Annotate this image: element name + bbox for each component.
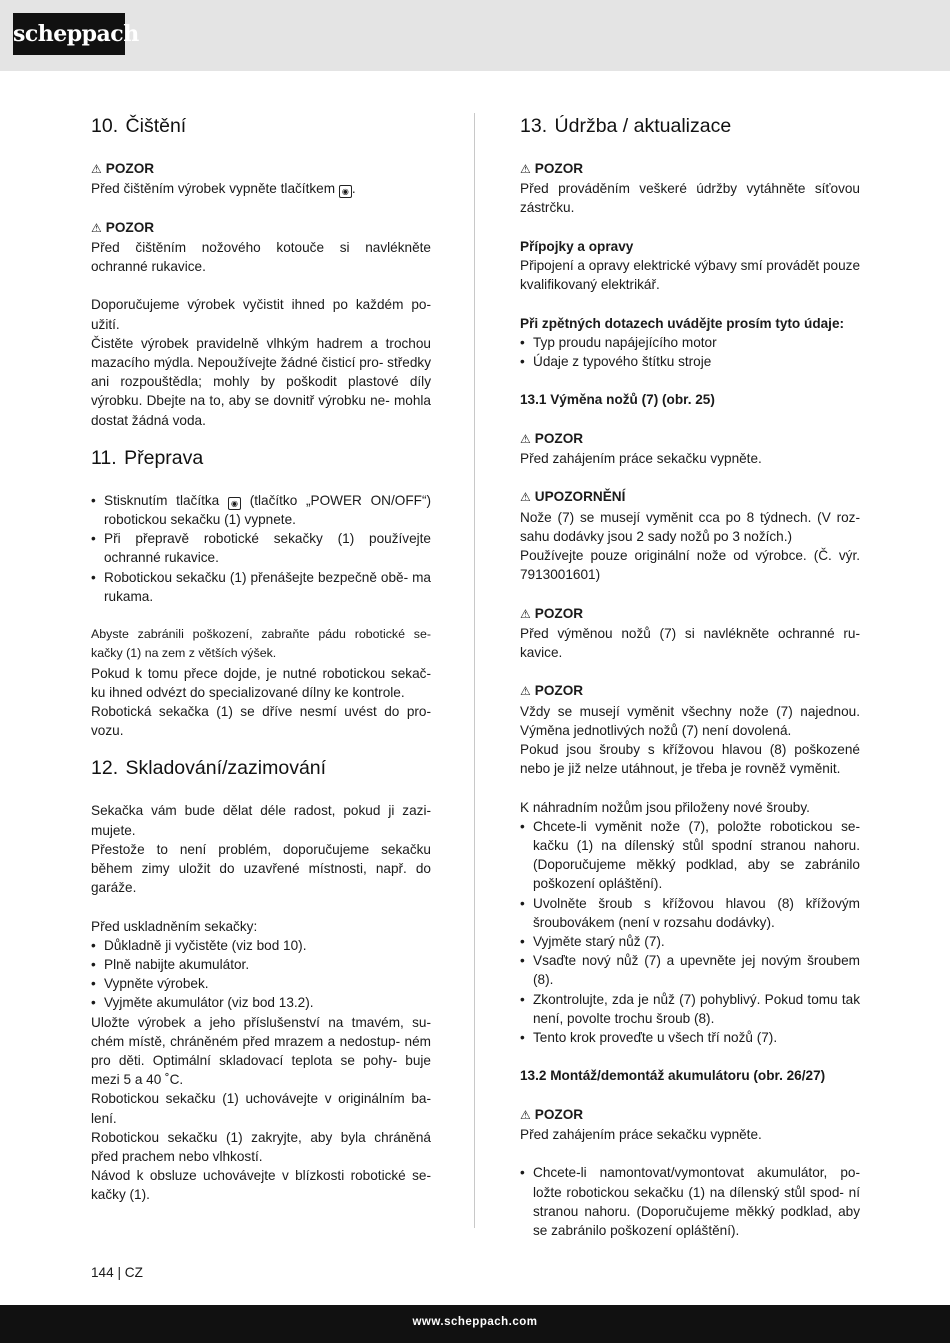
list-item: • Typ proudu napájejícího motor <box>520 333 860 352</box>
warning-triangle-icon: ⚠ <box>91 220 102 235</box>
paragraph: Pokud k tomu přece dojde, je nutné robotickou sekač- ku ihned odvézt do specializované dílny ke kontrole. <box>91 665 431 700</box>
list-item: • Vsaďte nový nůž (7) a upevněte jej novým šroubem (8). <box>520 951 860 989</box>
footer-bar <box>0 1305 950 1343</box>
paragraph: Sekačka vám bude dělat déle radost, pokud ji zazi- mujete. <box>91 803 431 838</box>
list-item: • Tento krok proveďte u všech tří nožů (7). <box>520 1028 860 1047</box>
list-item: • Při přepravě robotické sekačky (1) používejte ochranné rukavice. <box>91 529 431 567</box>
notice-text: Používejte pouze originální nože od výrobce. (Č. výr. 7913001601) <box>520 547 860 583</box>
info-list <box>520 333 860 371</box>
warning-triangle-icon: ⚠ <box>91 162 102 176</box>
warning-text: Pokud jsou šrouby s křížovou hlavou (8) poškozené nebo je již nelze utáhnout, je třeba je rovněž vyměnit. <box>520 741 860 777</box>
column-divider <box>474 113 475 1228</box>
subsection-13-2-heading: 13.2 Montáž/demontáž akumulátoru (obr. 26/27) <box>520 1068 826 1084</box>
website-url[interactable]: www.scheppach.com <box>412 1316 538 1328</box>
warning-label: ⚠ POZOR <box>91 218 431 238</box>
section-10-heading: 10. Čištění <box>91 115 187 137</box>
right-column <box>520 112 860 1240</box>
blade-replacement-list <box>520 817 860 1047</box>
warning-label: ⚠ POZOR <box>520 429 860 449</box>
subsection-13-1-heading: 13.1 Výměna nožů (7) (obr. 25) <box>520 392 715 408</box>
warning-label: ⚠ POZOR <box>520 604 860 624</box>
warning-label: ⚠ POZOR <box>520 681 860 701</box>
warning-label: ⚠ POZOR <box>91 159 431 179</box>
paragraph: K náhradním nožům jsou přiloženy nové šrouby. <box>520 799 810 815</box>
list-item: • Chcete-li vyměnit nože (7), položte robotickou se- kačku (1) na dílenský stůl spodní stranou nahoru. (Doporučujeme měkký podklad, aby se zabránilo poškození opláštění). <box>520 817 860 894</box>
notice-text: Nože (7) se musejí vyměnit cca po 8 týdnech. (V roz- sahu dodávky jsou 2 sady nožů po 3 nožích.) <box>520 509 860 544</box>
section-12-heading: 12. Skladování/zazimování <box>91 757 327 780</box>
paragraph: Doporučujeme výrobek vyčistit ihned po každém po- užití. <box>91 297 431 332</box>
header-bar <box>0 0 950 71</box>
paragraph: Čistěte výrobek pravidelně vlhkým hadrem a trochou mazacího mýdla. Nepoužívejte žádné čisticí pro- středky ani rozpouštědla; mohly by poškodit plastové díly výrobku. Dbejte na to, aby se dovnitř výrobku ne- mohla dostat žádná voda. <box>91 335 431 428</box>
subheading: Při zpětných dotazech uvádějte prosím tyto údaje: <box>520 315 845 331</box>
warning-text: Vždy se musejí vyměnit všechny nože (7) najednou. Výměna jednotlivých nožů (7) není dovolená. <box>520 703 860 738</box>
page-number: 144 | CZ <box>91 1265 143 1280</box>
subheading: Přípojky a opravy <box>520 238 634 254</box>
paragraph: Abyste zabránili poškození, zabraňte pádu robotické se- kačky (1) na zem z větších výšek. <box>91 627 431 661</box>
paragraph: Návod k obsluze uchovávejte v blízkosti robotické se- kačky (1). <box>91 1168 431 1203</box>
list-item: • Důkladně ji vyčistěte (viz bod 10). <box>91 936 431 955</box>
warning-triangle-icon: ⚠ <box>520 1107 531 1122</box>
warning-text: Před čištěním nožového kotouče si navlékněte ochranné rukavice. <box>91 239 431 274</box>
paragraph: Před uskladněním sekačky: <box>91 918 258 934</box>
warning-triangle-icon: ⚠ <box>520 162 531 176</box>
warning-text: Před prováděním veškeré údržby vytáhněte síťovou zástrčku. <box>520 181 860 216</box>
list-item: • Zkontrolujte, zda je nůž (7) pohyblivý. Pokud tomu tak není, povolte trochu šroub (8). <box>520 990 860 1028</box>
paragraph: Robotickou sekačku (1) uchovávejte v originálním ba- lení. <box>91 1091 431 1126</box>
list-item: • Stisknutím tlačítka ◉ (tlačítko „POWER ON/OFF“) robotickou sekačku (1) vypnete. <box>91 491 431 529</box>
paragraph: Robotickou sekačku (1) zakryjte, aby byla chráněná před prachem nebo vlhkostí. <box>91 1129 431 1165</box>
list-item: • Robotickou sekačku (1) přenášejte bezpečně obě- ma rukama. <box>91 568 431 606</box>
list-item: • Uvolněte šroub s křížovou hlavou (8) křížovým šroubovákem (není v rozsahu dodávky). <box>520 894 860 932</box>
warning-label: ⚠ POZOR <box>520 159 860 179</box>
warning-label: ⚠ POZOR <box>520 1105 860 1125</box>
paragraph: Robotická sekačka (1) se dříve nesmí uvést do pro- vozu. <box>91 704 431 739</box>
warning-text: Před čištěním výrobek vypněte tlačítkem ◉ . <box>91 181 356 197</box>
warning-text: Před zahájením práce sekačku vypněte. <box>520 450 762 466</box>
list-item: • Chcete-li namontovat/vymontovat akumulátor, po- ložte robotickou sekačku (1) na dílenský stůl spod- ní stranou nahoru. (Doporučujeme měkký podklad, aby se zabránilo poškození opláštění). <box>520 1163 860 1240</box>
paragraph: Přestože to není problém, doporučujeme sekačku během zimy uložit do uzavřené místnosti, např. do garáže. <box>91 841 431 896</box>
notice-label: ⚠ UPOZORNĚNÍ <box>520 487 860 507</box>
warning-triangle-icon: ⚠ <box>520 684 531 699</box>
paragraph: Uložte výrobek a jeho příslušenství na tmavém, su- chém místě, chráněném před mrazem a nedostup- ném pro děti. Optimální skladovací teplota se pohy- buje mezi 5 a 40 ˚C. <box>91 1014 431 1088</box>
list-item: • Vyjměte starý nůž (7). <box>520 932 860 951</box>
warning-triangle-icon: ⚠ <box>520 490 531 505</box>
battery-list <box>520 1163 860 1240</box>
list-item: • Vyjměte akumulátor (viz bod 13.2). <box>91 993 431 1012</box>
list-item: • Plně nabijte akumulátor. <box>91 955 431 974</box>
storage-list <box>91 936 431 1013</box>
paragraph: Připojení a opravy elektrické výbavy smí provádět pouze kvalifikovaný elektrikář. <box>520 258 861 293</box>
power-button-icon: ◉ <box>339 185 352 198</box>
warning-text: Před výměnou nožů (7) si navlékněte ochranné ru- kavice. <box>520 625 860 660</box>
section-13-heading: 13. Údržba / aktualizace <box>520 115 732 137</box>
list-item: • Vypněte výrobek. <box>91 974 431 993</box>
scheppach-logo: scheppach <box>13 13 125 55</box>
warning-triangle-icon: ⚠ <box>520 431 531 446</box>
section-11-heading: 11. Přeprava <box>91 446 204 469</box>
transport-list <box>91 491 431 606</box>
warning-text: Před zahájením práce sekačku vypněte. <box>520 1127 762 1142</box>
list-item: • Údaje z typového štítku stroje <box>520 352 860 371</box>
power-button-icon: ◉ <box>228 497 241 510</box>
warning-triangle-icon: ⚠ <box>520 606 531 621</box>
left-column <box>91 112 431 1205</box>
